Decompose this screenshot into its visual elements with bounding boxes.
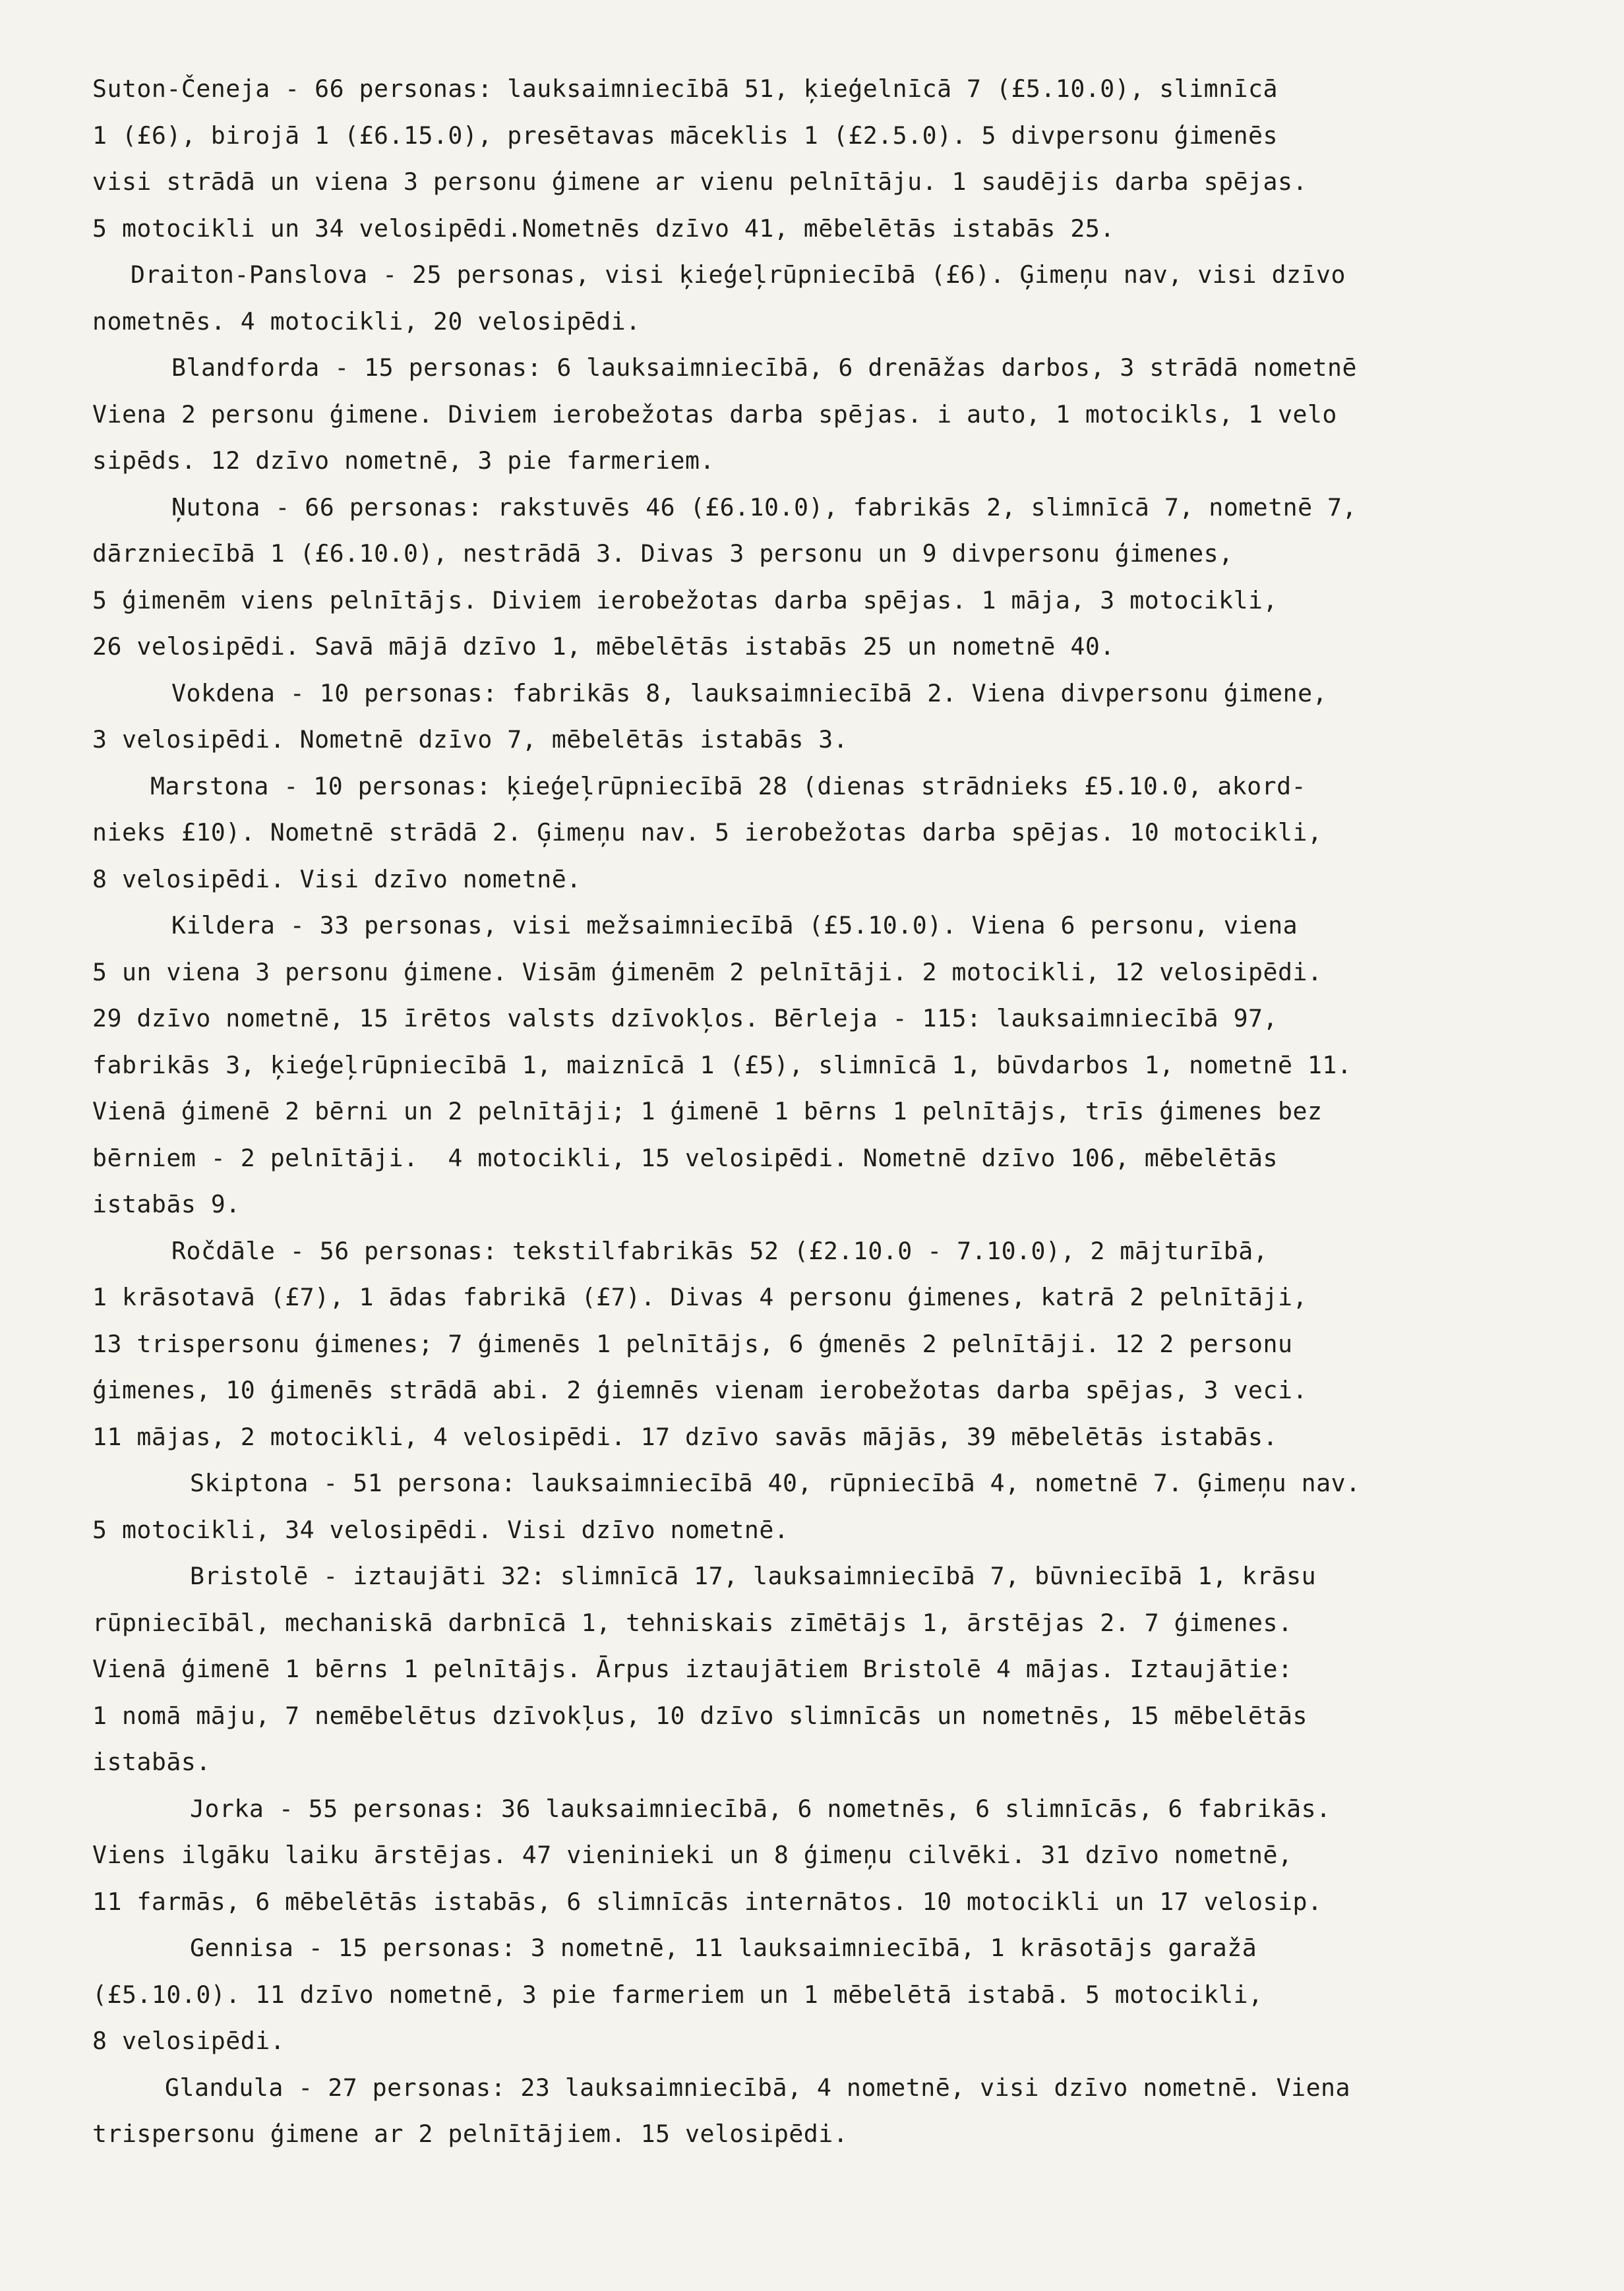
text-line: istabās 9. [92, 1190, 241, 1218]
text-line: 5 motocikli un 34 velosipēdi.Nometnēs dzīvo 41, mēbelētās istabās 25. [92, 214, 1115, 243]
text-line: trispersonu ģimene ar 2 pelnītājiem. 15 velosipēdi. [92, 2120, 849, 2148]
text-line: Kildera - 33 personas, visi mežsaimniecībā (£5.10.0). Viena 6 personu, viena [171, 911, 1298, 939]
text-line: Glandula - 27 personas: 23 lauksaimniecībā, 4 nometnē, visi dzīvo nometnē. Viena [165, 2073, 1350, 2102]
text-line: Blandforda - 15 personas: 6 lauksaimniecībā, 6 drenāžas darbos, 3 strādā nometnē [171, 353, 1357, 382]
text-line: 11 farmās, 6 mēbelētās istabās, 6 slimnīcās internātos. 10 motocikli un 17 velosip. [92, 1887, 1323, 1916]
text-line: nometnēs. 4 motocikli, 20 velosipēdi. [92, 307, 641, 336]
text-line: 13 trispersonu ģimenes; 7 ģimenēs 1 pelnītājs, 6 ģmenēs 2 pelnītāji. 12 2 personu [92, 1329, 1293, 1358]
text-line: Suton-Čeneja - 66 personas: lauksaimniecībā 51, ķieģelnīcā 7 (£5.10.0), slimnīcā [92, 74, 1278, 103]
text-line: (£5.10.0). 11 dzīvo nometnē, 3 pie farmeriem un 1 mēbelētā istabā. 5 motocikli, [92, 1980, 1263, 2009]
text-line: 11 mājas, 2 motocikli, 4 velosipēdi. 17 dzīvo savās mājās, 39 mēbelētās istabās. [92, 1422, 1278, 1451]
text-line: 1 nomā māju, 7 nemēbelētus dzīvokļus, 10 dzīvo slimnīcās un nometnēs, 15 mēbelētās [92, 1701, 1308, 1730]
text-line: 1 krāsotavā (£7), 1 ādas fabrikā (£7). Divas 4 personu ģimenes, katrā 2 pelnītāji, [92, 1283, 1308, 1311]
text-line: 1 (£6), birojā 1 (£6.15.0), presētavas māceklis 1 (£2.5.0). 5 divpersonu ģimenēs [92, 121, 1278, 150]
text-line: 8 velosipēdi. [92, 2027, 286, 2055]
text-line: Draiton-Panslova - 25 personas, visi ķieģeļrūpniecībā (£6). Ģimeņu nav, visi dzīvo [131, 260, 1346, 289]
text-line: nieks £10). Nometnē strādā 2. Ģimeņu nav. 5 ierobežotas darba spējas. 10 motocikli, [92, 818, 1323, 847]
text-line: 5 ģimenēm viens pelnītājs. Diviem ierobežotas darba spējas. 1 māja, 3 motocikli, [92, 585, 1278, 614]
text-line: Vienā ģimenē 2 bērni un 2 pelnītāji; 1 ģimenē 1 bērns 1 pelnītājs, trīs ģimenes bez [92, 1097, 1323, 1125]
text-line: sipēds. 12 dzīvo nometnē, 3 pie farmeriem. [92, 446, 715, 475]
text-line: Marstona - 10 personas: ķieģeļrūpniecībā 28 (dienas strādnieks £5.10.0, akord- [150, 771, 1307, 800]
text-line: 5 motocikli, 34 velosipēdi. Visi dzīvo nometnē. [92, 1515, 789, 1544]
text-line: fabrikās 3, ķieģeļrūpniecībā 1, maiznīcā 1 (£5), slimnīcā 1, būvdarbos 1, nometnē 11. [92, 1050, 1352, 1079]
document-body [92, 66, 1589, 2158]
text-line: Viena 2 personu ģimene. Diviem ierobežotas darba spējas. i auto, 1 motocikls, 1 velo [92, 400, 1337, 429]
text-line: Gennisa - 15 personas: 3 nometnē, 11 lauksaimniecībā, 1 krāsotājs garažā [190, 1934, 1257, 1962]
text-line: bērniem - 2 pelnītāji. 4 motocikli, 15 velosipēdi. Nometnē dzīvo 106, mēbelētās [92, 1143, 1278, 1172]
text-line: istabās. [92, 1748, 211, 1776]
text-line: rūpniecībāl, mechaniskā darbnīcā 1, tehniskais zīmētājs 1, ārstējas 2. 7 ģimenes. [92, 1608, 1293, 1637]
text-line: Ņutona - 66 personas: rakstuvēs 46 (£6.10.0), fabrikās 2, slimnīcā 7, nometnē 7, [171, 492, 1357, 521]
text-line: Ročdāle - 56 personas: tekstilfabrikās 52 (£2.10.0 - 7.10.0), 2 mājturībā, [171, 1236, 1269, 1265]
text-line: Vokdena - 10 personas: fabrikās 8, lauksaimniecībā 2. Viena divpersonu ģimene, [171, 678, 1328, 707]
text-line: 5 un viena 3 personu ģimene. Visām ģimenēm 2 pelnītāji. 2 motocikli, 12 velosipēdi. [92, 957, 1323, 986]
text-line: 8 velosipēdi. Visi dzīvo nometnē. [92, 864, 582, 893]
text-line: visi strādā un viena 3 personu ģimene ar vienu pelnītāju. 1 saudējis darba spējas. [92, 167, 1308, 196]
text-line: Skiptona - 51 persona: lauksaimniecībā 40, rūpniecībā 4, nometnē 7. Ģimeņu nav. [190, 1469, 1361, 1497]
text-line: 26 velosipēdi. Savā mājā dzīvo 1, mēbelētās istabās 25 un nometnē 40. [92, 632, 1115, 661]
text-line: Viens ilgāku laiku ārstējas. 47 vieninieki un 8 ģimeņu cilvēki. 31 dzīvo nometnē, [92, 1841, 1293, 1869]
text-line: dārzniecībā 1 (£6.10.0), nestrādā 3. Divas 3 personu un 9 divpersonu ģimenes, [92, 539, 1234, 568]
text-line: ģimenes, 10 ģimenēs strādā abi. 2 ģiemnēs vienam ierobežotas darba spējas, 3 veci. [92, 1376, 1308, 1404]
text-line: 3 velosipēdi. Nometnē dzīvo 7, mēbelētās istabās 3. [92, 725, 849, 754]
text-line: 29 dzīvo nometnē, 15 īrētos valsts dzīvokļos. Bērleja - 115: lauksaimniecībā 97, [92, 1004, 1278, 1032]
text-line: Jorka - 55 personas: 36 lauksaimniecībā, 6 nometnēs, 6 slimnīcās, 6 fabrikās. [190, 1794, 1331, 1823]
text-line: Vienā ģimenē 1 bērns 1 pelnītājs. Ārpus iztaujātiem Bristolē 4 mājas. Iztaujātie: [92, 1655, 1293, 1683]
text-line: Bristolē - iztaujāti 32: slimnīcā 17, lauksaimniecībā 7, būvniecībā 1, krāsu [190, 1562, 1317, 1590]
